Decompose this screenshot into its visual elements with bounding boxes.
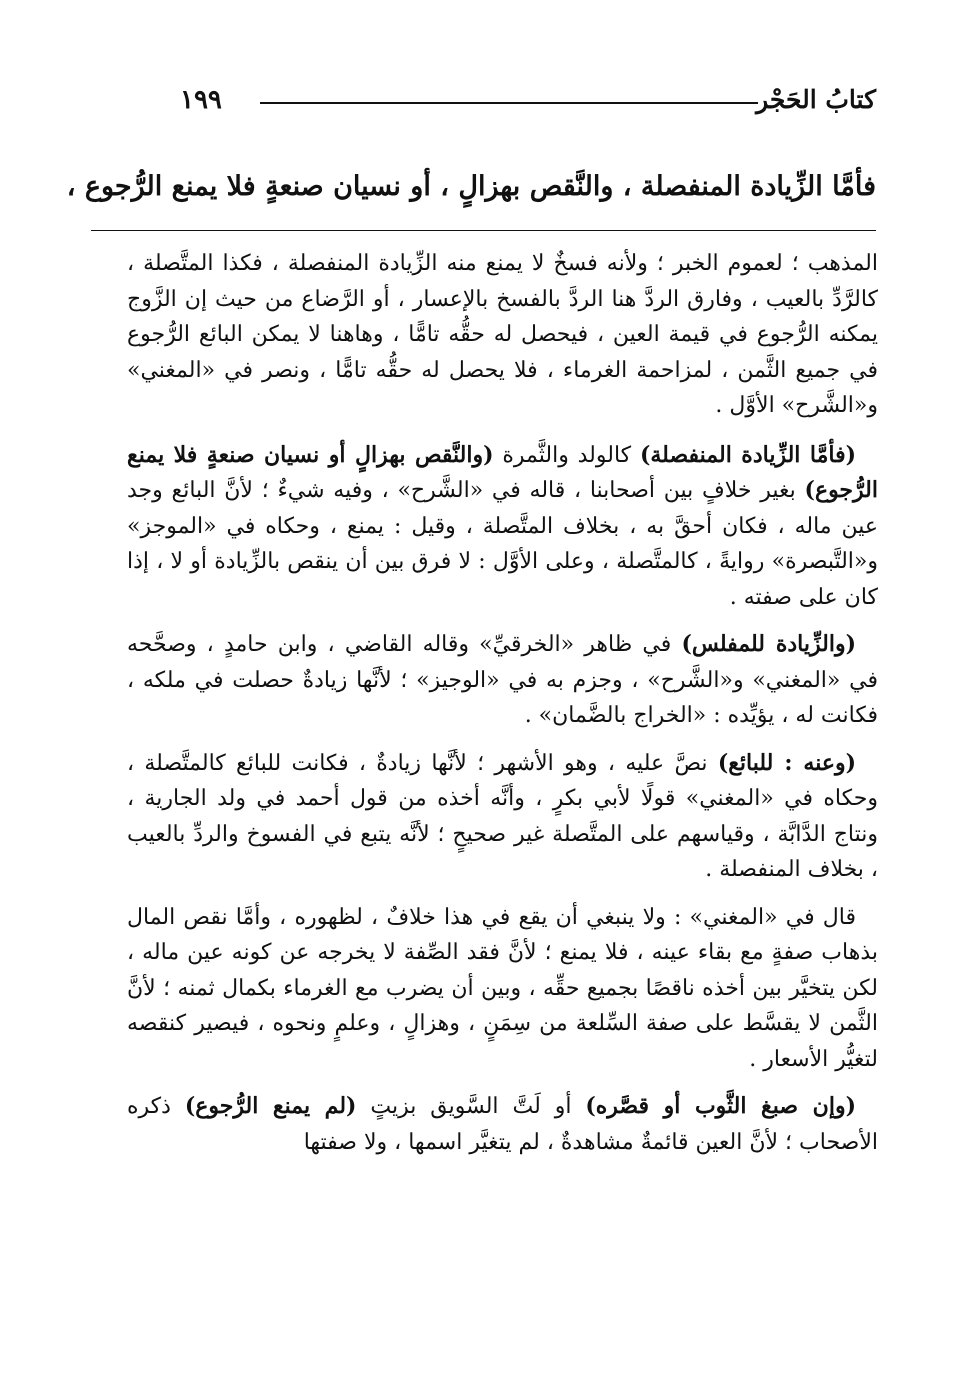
paragraph bbox=[127, 627, 878, 734]
matn-quote: (لم يمنع الرُّجوع) bbox=[184, 1093, 357, 1119]
paragraph bbox=[127, 1089, 878, 1160]
matn-quote: (وعنه : للبائع) bbox=[717, 749, 856, 776]
text-segment: بغير خلافٍ بين أصحابنا ، قاله في «الشَّرح» ، وفيه شيءٌ ؛ لأنَّ البائع وجد عين ماله ، فكان أحقَّ به ، بخلاف المتَّصلة ، وقيل : يمنع ، وحكاه في «الموجز» و«التَّبصرة» روايةً ، كالمتَّصلة ، وعلى الأوَّل : لا فرق بين أن ينقص بالزِّيادة أو لا ، إذا كان على صفته . bbox=[127, 478, 878, 610]
text-segment: المذهب ؛ لعموم الخبر ؛ ولأنه فسخٌ لا يمنع منه الزِّيادة المنفصلة ، فكذا المتَّصلة ، كالرَّدِّ بالعيب ، وفارق الردَّ هنا الردَّ بالفسخ بالإعسار ، أو الرَّضاع من حيث إن الزَّوج يمكنه الرُّجوع في قيمة العين ، فيحصل له حقُّه تامًّا ، وهاهنا لا يمكن البائع الرُّجوع في جميع الثَّمن ، لمزاحمة الغرماء ، فلا يحصل له حقُّه تامًّا ، ونصر في «المغني» و«الشَّرح» الأوَّل . bbox=[127, 251, 878, 418]
paragraph bbox=[127, 900, 878, 1078]
header-rule bbox=[260, 102, 758, 104]
matn-quote: (والزِّيادة للمفلس) bbox=[681, 631, 856, 657]
paragraph bbox=[127, 746, 878, 888]
paragraph bbox=[127, 438, 878, 616]
page-number: ١٩٩ bbox=[180, 85, 222, 115]
matn-separator bbox=[91, 230, 876, 231]
matn-quote: (فأمَّا الزِّيادة المنفصلة) bbox=[639, 441, 857, 468]
text-segment: قال في «المغني» : ولا ينبغي أن يقع في هذا خلافٌ ، لظهوره ، وأمَّا نقص المال بذهاب صفةٍ مع بقاء عينه ، فلا يمنع ؛ لأنَّ فقد الصِّفة لا يخرجه عن كونه عين ماله ، لكن يتخيَّر بين أخذه ناقصًا بجميع حقِّه ، وبين أن يضرب مع الغرماء بكمال ثمنه ؛ لأنَّ الثَّمن لا يقسَّط على صفة السِّلعة من سِمَنٍ ، وهزالٍ ، وعلمٍ ونحوه ، فيصير كنقصه لتغيُّر الأسعار . bbox=[127, 904, 878, 1072]
text-segment: كالولد والثَّمرة bbox=[493, 442, 640, 468]
text-segment: ذكره الأصحاب ؛ لأنَّ العين قائمةٌ مشاهدةٌ ، لم يتغيَّر اسمها ، ولا صفتها bbox=[127, 1094, 878, 1155]
text-segment: أو لَتَّ السَّويق بزيتٍ bbox=[356, 1094, 586, 1119]
text-segment: نصَّ عليه ، وهو الأشهر ؛ لأنَّها زيادةٌ ، فكانت للبائع كالمتَّصلة ، وحكاه في «المغني» قولًا لأبي بكرٍ ، وأنَّه أخذه من قول أحمد في ولد الجارية ، ونتاج الدَّابَّة ، وقياسهم على المتَّصلة غير صحيحٍ ؛ لأنَّه يتبع في الفسوخ والردِّ بالعيب ، بخلاف المنفصلة . bbox=[127, 750, 878, 882]
commentary-body bbox=[127, 246, 878, 1172]
paragraph bbox=[127, 246, 878, 424]
matn-quote: (والنَّقص بهزالٍ أو نسيان صنعةٍ فلا يمنع الرُّجوع) bbox=[127, 441, 878, 503]
matn-quote: (وإن صبغ الثَّوب أو قصَّره) bbox=[585, 1093, 856, 1119]
running-header bbox=[180, 82, 876, 122]
matn-text: فأمَّا الزِّيادة المنفصلة ، والنَّقص بهزالٍ ، أو نسيان صنعةٍ فلا يمنع الرُّجوع ، bbox=[66, 171, 876, 202]
book-title: كتابُ الحَجْر bbox=[756, 85, 876, 114]
text-segment: في ظاهر «الخرقيِّ» وقاله القاضي ، وابن حامدٍ ، وصحَّحه في «المغني» و«الشَّرح» ، وجزم به في «الوجيز» ؛ لأنَّها زيادةٌ حصلت في ملكه ، فكانت له ، يؤيِّده : «الخراج بالضَّمان» . bbox=[127, 632, 878, 728]
